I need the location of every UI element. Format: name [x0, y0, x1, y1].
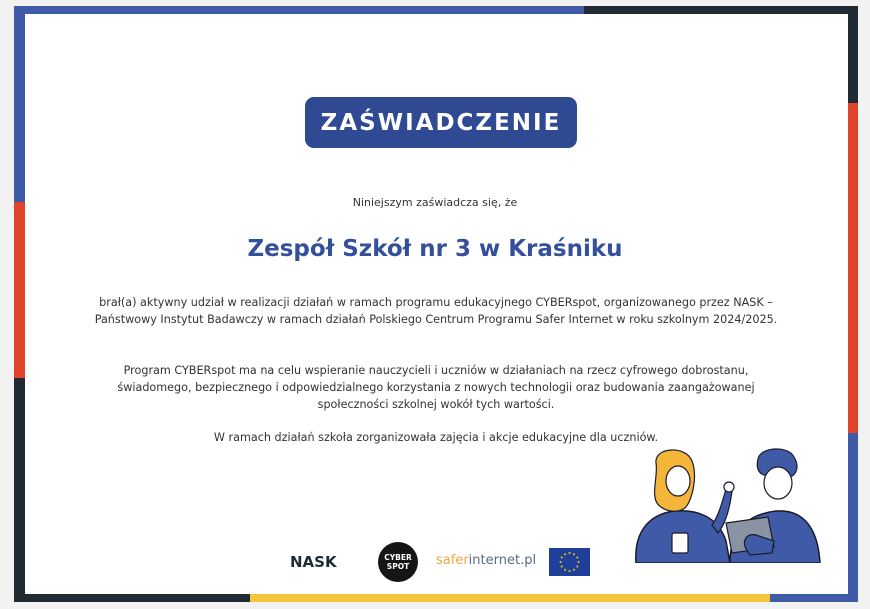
frame-stripe-right-red	[848, 103, 858, 433]
activities-paragraph: W ramach działań szkoła zorganizowała zajęcia i akcje edukacyjne dla uczniów.	[213, 431, 659, 444]
boy-figure	[726, 449, 820, 563]
girl-figure	[636, 450, 734, 563]
certificate-title: ZAŚWIADCZENIE	[305, 97, 577, 148]
saferinternet-logo	[436, 553, 536, 599]
saferinternet-logo-part2: internet.pl	[468, 553, 537, 568]
cyberspot-logo-line2: SPOT	[386, 562, 410, 571]
program-paragraph: Program CYBERspot ma na celu wspieranie nauczycieli i uczniów w działaniach na rzecz cyfrowego dobrostanu, świadomego, bezpiecznego i odpowiedzialnego korzystania z nowych technologii oraz budowania zaangażowanej społeczności szkolnej wokół tych wartości.	[117, 364, 755, 411]
intro-text: Niniejszym zaświadcza się, że	[352, 196, 518, 209]
eu-flag-icon	[549, 548, 590, 576]
nask-logo: NASK	[290, 553, 337, 571]
frame-stripe-bottom-blue	[770, 594, 858, 602]
frame-stripe-left-red	[14, 202, 25, 378]
saferinternet-logo-part1: safer	[436, 553, 469, 568]
frame-stripe-left-blue	[14, 6, 25, 202]
cyberspot-logo-line1: CYBER	[384, 553, 412, 562]
students-illustration	[626, 445, 824, 563]
school-name: Zespół Szkół nr 3 w Kraśniku	[247, 236, 623, 262]
cyberspot-logo	[378, 542, 418, 582]
participation-paragraph: brał(a) aktywny udział w realizacji działań w ramach programu edukacyjnego CYBERspot, organizowanego przez NASK – Państwowy Instytut Badawczy w ramach działań Polskiego Centrum Programu Safer Internet w roku szkolnym 2024/2025.	[94, 296, 778, 326]
frame-stripe-top-blue	[14, 6, 584, 14]
frame-stripe-right-blue	[848, 433, 858, 602]
